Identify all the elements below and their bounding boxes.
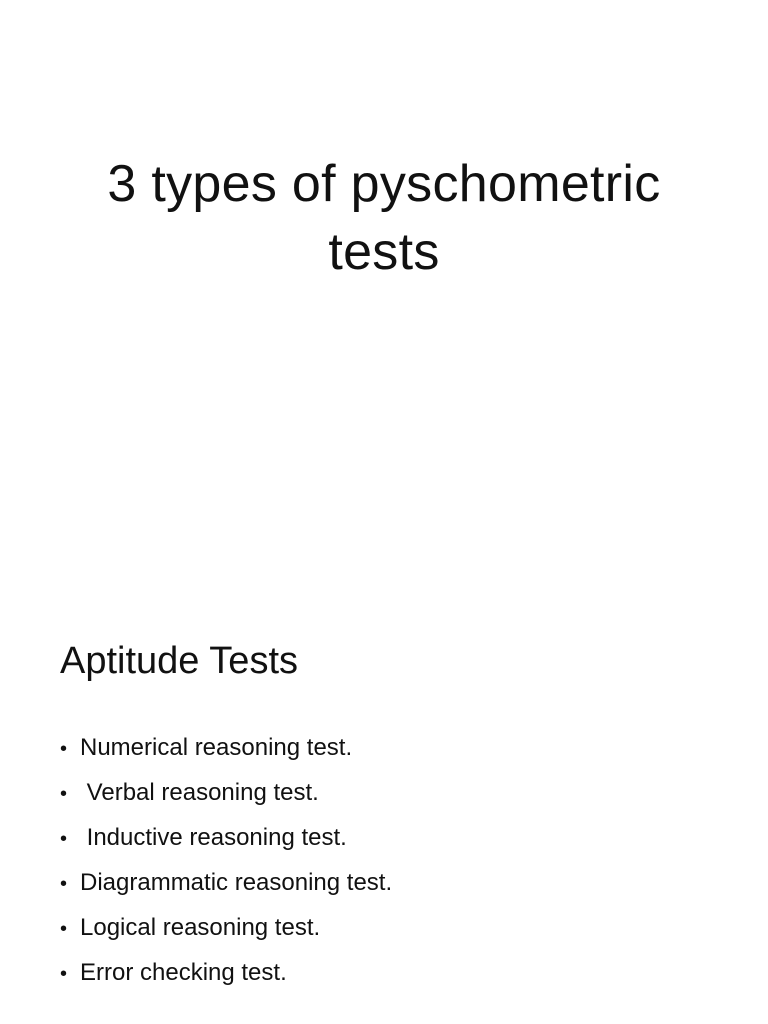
list-item-text: Diagrammatic reasoning test.	[80, 869, 393, 896]
list-item-text: Error checking test.	[80, 959, 287, 986]
slide-title-line-1: 3 types of pyschometric	[107, 155, 661, 213]
list-item-text: Inductive reasoning test.	[80, 824, 347, 851]
slide-title-line-2: tests	[328, 223, 440, 281]
bullet-icon: •	[60, 873, 68, 895]
list-item	[60, 906, 392, 951]
bullet-icon: •	[60, 963, 68, 985]
bullet-icon: •	[60, 828, 68, 850]
list-item	[60, 861, 392, 906]
bullet-icon: •	[60, 738, 68, 760]
list-item-text: Verbal reasoning test.	[80, 779, 319, 806]
bullet-icon: •	[60, 918, 68, 940]
bullet-icon: •	[60, 783, 68, 805]
list-item	[60, 771, 392, 816]
bullet-list	[60, 726, 392, 996]
content-slide	[0, 512, 768, 1024]
slide-title	[40, 150, 728, 286]
list-item-text: Numerical reasoning test.	[80, 734, 353, 761]
section-heading: Aptitude Tests	[60, 640, 299, 682]
list-item-text: Logical reasoning test.	[80, 914, 321, 941]
list-item	[60, 726, 392, 771]
list-item	[60, 951, 392, 996]
list-item	[60, 816, 392, 861]
